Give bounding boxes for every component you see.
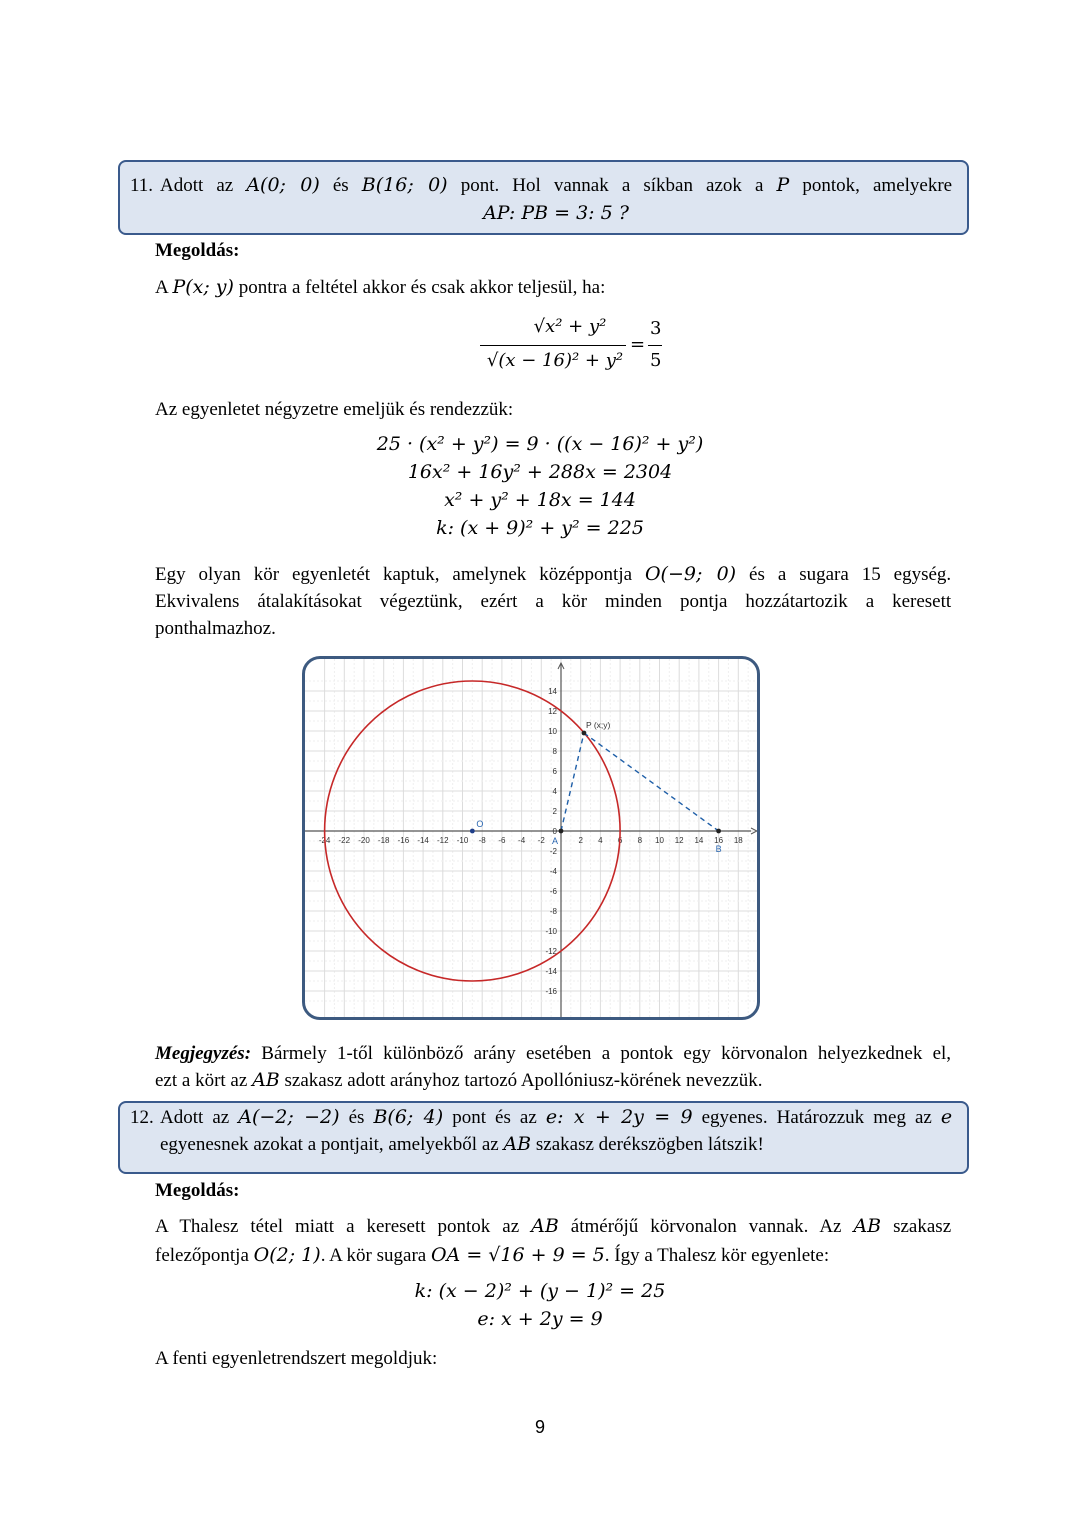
point-P <box>582 731 587 736</box>
word: egyenes. <box>701 1107 768 1128</box>
word: Adott <box>160 175 204 196</box>
x-tick-label: -12 <box>437 836 449 845</box>
y-tick-label: 14 <box>548 687 557 696</box>
fraction-bar <box>480 345 626 346</box>
word: e: x + 2y = 9 <box>545 1106 693 1128</box>
y-tick-label: -10 <box>545 927 557 936</box>
word: kaptuk, <box>382 564 440 585</box>
word: Határozzuk <box>776 1107 865 1128</box>
x-tick-label: -18 <box>377 836 390 845</box>
word: A(−2; −2) <box>238 1106 340 1128</box>
x-tick-label: -4 <box>518 836 526 845</box>
x-tick-label: -20 <box>358 836 370 845</box>
word: a <box>754 175 764 196</box>
s12-line2-post: . Így a Thalesz kör egyenlete: <box>604 1245 830 1266</box>
circle-graph <box>305 659 757 1017</box>
word: meg <box>873 1107 906 1128</box>
y-tick-label: -2 <box>549 847 557 856</box>
fraction-numerator: √x² + y² <box>533 316 607 337</box>
y-tick-label: 2 <box>552 807 557 816</box>
intro-math: P(x; y) <box>172 276 234 298</box>
x-tick-label: 6 <box>617 836 623 845</box>
problem-11-line-1 <box>160 172 952 199</box>
note-line2-math: AB <box>252 1069 280 1091</box>
word: keresett <box>892 591 952 612</box>
word: pontok <box>620 1043 674 1064</box>
word: sugara <box>799 564 849 585</box>
word: pontja <box>679 591 728 612</box>
word: amelynek <box>452 564 527 585</box>
x-tick-label: -10 <box>456 836 469 845</box>
result-line-1 <box>155 561 951 588</box>
word: átmérőjű <box>570 1216 639 1237</box>
x-tick-label: 10 <box>655 836 664 845</box>
word: keresett <box>366 1216 426 1237</box>
equation-2: 16x² + 16y² + 288x = 2304 <box>407 461 673 483</box>
thales-equation-2: e: x + 2y = 9 <box>477 1308 603 1330</box>
fraction-denominator: √(x − 16)² + y² <box>486 350 624 371</box>
word: vannak <box>553 175 609 196</box>
problem-12-line-1 <box>160 1104 952 1131</box>
word: B(16; 0) <box>361 174 448 196</box>
word: átalakításokat <box>257 591 362 612</box>
word: különböző <box>383 1043 464 1064</box>
word: miatt <box>295 1216 335 1237</box>
s12-line2-pre: felezőpontja <box>155 1245 254 1266</box>
result-line-3: ponthalmazhoz. <box>155 618 276 639</box>
solution-11-intro <box>155 274 951 301</box>
x-tick-label: 2 <box>578 836 583 845</box>
word: és <box>495 1107 511 1128</box>
s12-line2-math1: O(2; 1) <box>253 1244 321 1266</box>
solution-11-heading: Megoldás: <box>155 240 240 261</box>
word: pontok <box>437 1216 491 1237</box>
word: minden <box>605 591 663 612</box>
note-line-1 <box>155 1040 951 1067</box>
thales-equation-1: k: (x − 2)² + (y − 1)² = 25 <box>414 1280 666 1302</box>
word: AB <box>853 1215 882 1237</box>
x-tick-label: 16 <box>714 836 724 845</box>
word: kör <box>561 591 588 612</box>
ratio-fraction <box>478 314 668 376</box>
word: e <box>940 1106 953 1128</box>
x-tick-label: -16 <box>397 836 410 845</box>
s12-line2-math2: OA = √16 + 9 = 5 <box>430 1244 605 1266</box>
word: hozzátartozik <box>745 591 848 612</box>
word: és <box>332 175 349 196</box>
word: helyezkednek <box>817 1043 923 1064</box>
point-B <box>716 829 721 834</box>
y-tick-label: -14 <box>545 967 557 976</box>
point-label-A: A <box>552 836 559 846</box>
problem-11-line-2: AP: PB = 3: 5 ? <box>483 202 629 224</box>
word: Egy <box>155 564 186 585</box>
y-tick-label: 8 <box>552 747 557 756</box>
word: a <box>777 564 787 585</box>
problem-12-number: 12. <box>130 1107 154 1128</box>
point-O <box>470 829 475 834</box>
point-label-O: O <box>476 819 484 829</box>
y-tick-label: -16 <box>545 987 557 996</box>
word: amelyekre <box>872 175 953 196</box>
word: 1-től <box>336 1043 373 1064</box>
solution-12-line-1 <box>155 1213 951 1240</box>
word: arány <box>473 1043 516 1064</box>
p12-line2-pre: egyenesnek azokat a pontjait, amelyekből az <box>160 1134 504 1155</box>
word: Ekvivalens <box>155 591 240 612</box>
page-number: 9 <box>534 1417 545 1437</box>
word: a <box>865 591 875 612</box>
problem-11-number: 11. <box>130 175 154 196</box>
word: Az <box>819 1216 842 1237</box>
x-tick-label: -8 <box>478 836 486 845</box>
fraction-rhs-numerator: 3 <box>650 318 662 339</box>
word: pont. <box>460 175 500 196</box>
x-tick-label: 12 <box>674 836 684 845</box>
word: egység. <box>893 564 952 585</box>
x-tick-label: -6 <box>498 836 506 845</box>
word: egy <box>683 1043 711 1064</box>
word: P pontok, <box>776 174 860 196</box>
word: Adott <box>160 1107 204 1128</box>
point-A <box>559 829 564 834</box>
fraction-rhs-denominator: 5 <box>650 350 662 371</box>
word: egyenletét <box>291 564 371 585</box>
equation-1: 25 · (x² + y²) = 9 · ((x − 16)² + y²) <box>376 433 704 455</box>
word: a <box>601 1043 611 1064</box>
solution-12-heading: Megoldás: <box>155 1180 240 1201</box>
last-line: A fenti egyenletrendszert megoldjuk: <box>155 1348 438 1369</box>
word: A(0; 0) <box>246 174 320 196</box>
word: kör <box>253 564 280 585</box>
y-tick-label: -8 <box>549 907 557 916</box>
problem-12-line-2 <box>160 1131 952 1158</box>
y-tick-label: -6 <box>549 887 557 896</box>
p-var: P <box>776 174 790 196</box>
result-line-2 <box>155 588 951 615</box>
note-line2-post: szakasz adott arányhoz tartozó Apollóniusz-körének nevezzük. <box>279 1070 763 1091</box>
y-tick-label: 10 <box>548 727 557 736</box>
fraction-equals: = <box>630 334 646 355</box>
word: az <box>915 1107 932 1128</box>
word: ezért <box>480 591 518 612</box>
p12-line2-math: AB <box>503 1133 532 1155</box>
note-label: Megjegyzés: <box>155 1043 252 1064</box>
square-text: Az egyenletet négyzetre emeljük és rendezzük: <box>155 399 514 420</box>
x-tick-label: 14 <box>694 836 704 845</box>
word: a <box>346 1216 355 1237</box>
word: pont <box>452 1107 486 1128</box>
word: végeztünk, <box>379 591 463 612</box>
x-tick-label: 8 <box>637 836 643 845</box>
word: A <box>155 1216 168 1237</box>
word: Hol <box>512 175 541 196</box>
word: a <box>621 175 631 196</box>
word: az <box>502 1216 520 1237</box>
fraction-rhs-bar <box>648 345 662 346</box>
equation-4: k: (x + 9)² + y² = 225 <box>436 517 644 539</box>
word: síkban <box>643 175 693 196</box>
x-tick-label: -14 <box>417 836 429 845</box>
word: körvonalon <box>721 1043 808 1064</box>
y-tick-label: 6 <box>552 767 557 776</box>
note-line2-pre: ezt a kört az <box>155 1070 253 1091</box>
y-tick-label: 12 <box>548 707 557 716</box>
word: a <box>535 591 544 612</box>
y-tick-label: 4 <box>552 787 557 796</box>
x-tick-label: 18 <box>733 836 743 845</box>
intro-post: pontra a feltétel akkor és csak akkor teljesül, ha: <box>233 277 606 298</box>
word: tétel <box>250 1216 284 1237</box>
word: el, <box>932 1043 952 1064</box>
word: és <box>749 564 765 585</box>
x-tick-label: 4 <box>598 836 603 845</box>
word: az <box>212 1107 230 1128</box>
word: Bármely <box>261 1043 327 1064</box>
point-label-B: B <box>715 844 722 854</box>
word: esetében <box>526 1043 592 1064</box>
x-tick-label: -2 <box>537 836 545 845</box>
word: és <box>348 1107 365 1128</box>
y-tick-label: -4 <box>549 867 557 876</box>
graph-frame <box>302 656 760 1020</box>
word: azok <box>706 175 742 196</box>
s12-line2-mid: . A kör sugara <box>320 1245 431 1266</box>
equation-3: x² + y² + 18x = 144 <box>444 489 636 511</box>
word: az <box>216 175 234 196</box>
word: 15 <box>861 564 881 585</box>
word: O(−9; 0) <box>644 563 737 585</box>
word: szakasz <box>893 1216 952 1237</box>
intro-pre: A <box>155 277 173 298</box>
word: az <box>519 1107 537 1128</box>
y-tick-label: 0 <box>552 827 557 836</box>
point-label-P: P (x;y) <box>585 720 611 730</box>
word: vannak. <box>748 1216 809 1237</box>
word: B(6; 4) <box>373 1106 444 1128</box>
x-tick-label: -22 <box>338 836 351 845</box>
word: középpontja <box>539 564 633 585</box>
x-tick-label: -24 <box>318 836 331 845</box>
word: olyan <box>198 564 241 585</box>
p12-line2-post: szakasz derékszögben látszik! <box>531 1134 764 1155</box>
solution-12-line-2 <box>155 1242 951 1269</box>
word: körvonalon <box>650 1216 737 1237</box>
word: AB <box>531 1215 559 1237</box>
note-line-2 <box>155 1067 951 1094</box>
y-tick-label: -12 <box>545 947 557 956</box>
word: Thalesz <box>179 1216 239 1237</box>
